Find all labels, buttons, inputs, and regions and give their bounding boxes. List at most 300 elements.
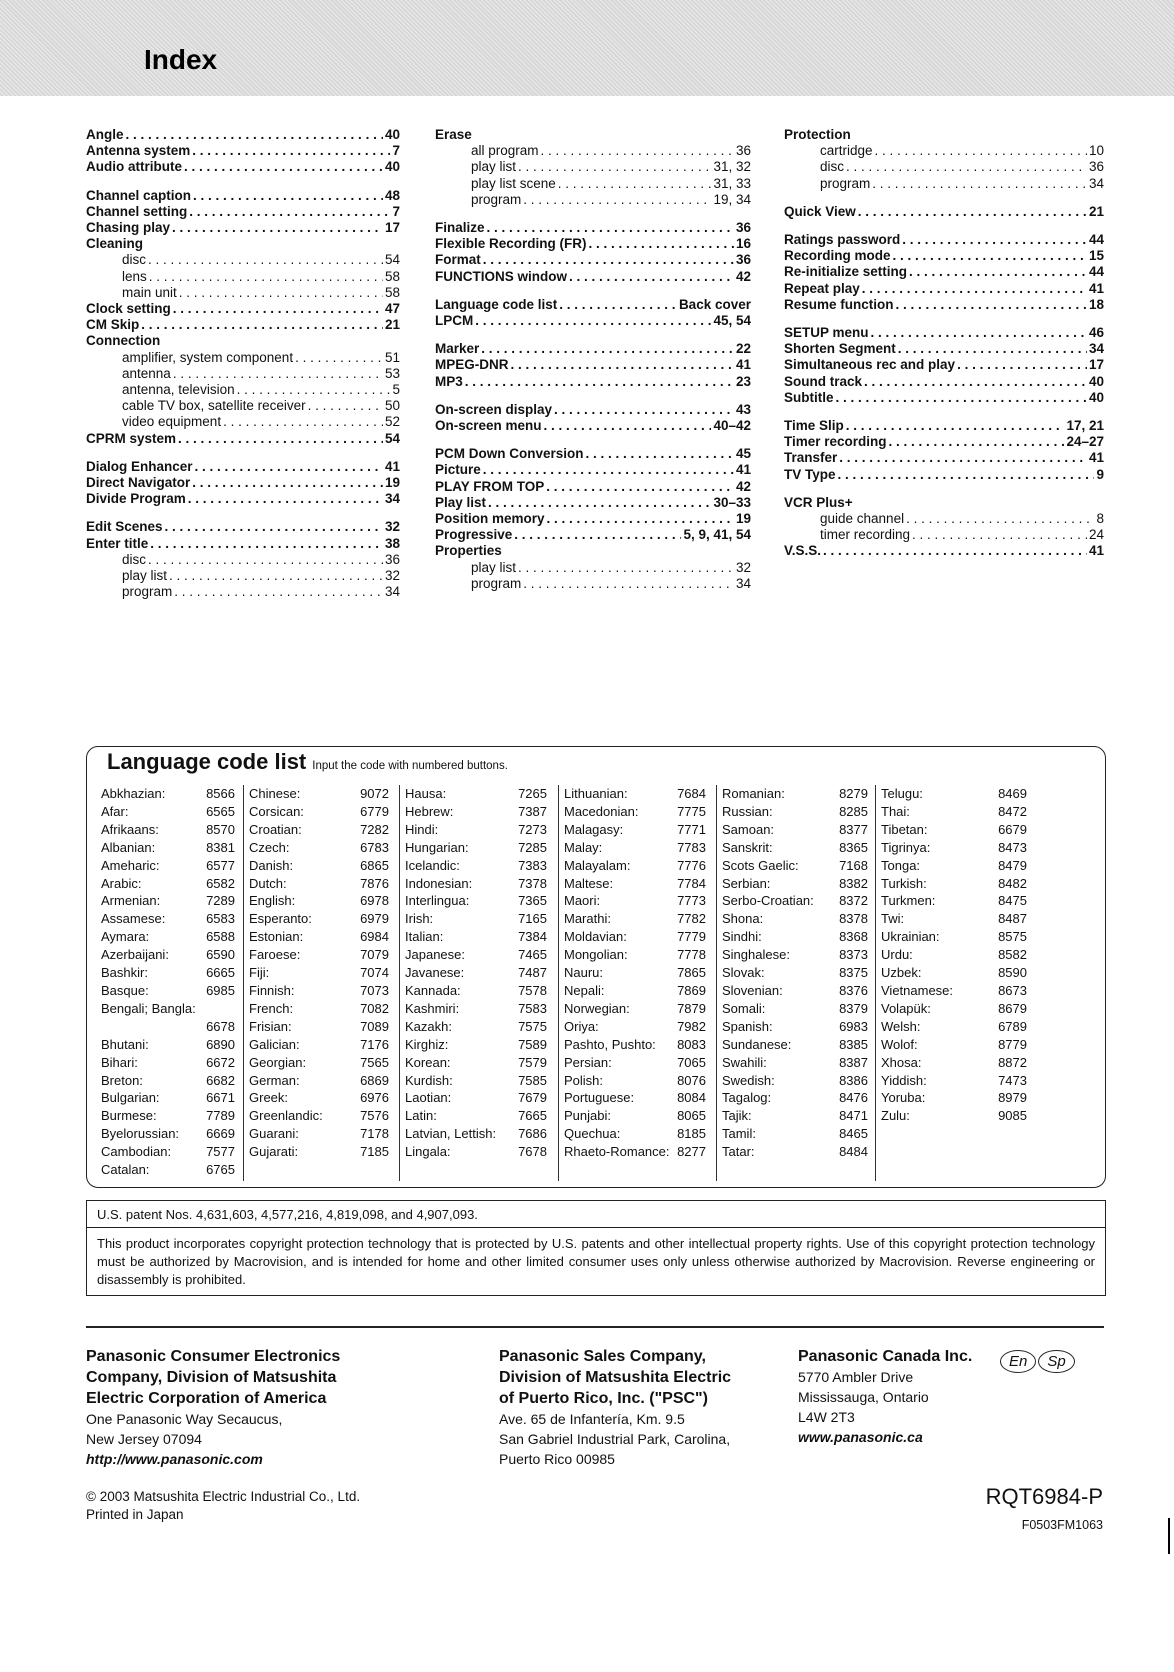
language-name: Hungarian:	[405, 839, 469, 855]
language-row	[881, 1036, 1027, 1054]
index-entry-page: 34	[735, 575, 751, 591]
company-us-url[interactable]: http://www.panasonic.com	[86, 1451, 263, 1467]
language-row	[405, 1072, 547, 1090]
language-name: Macedonian:	[564, 803, 639, 819]
language-code: 7771	[677, 821, 706, 837]
index-leader-dots	[148, 252, 383, 268]
language-column-separator	[875, 785, 876, 1181]
language-row	[881, 839, 1027, 857]
language-name: Tatar:	[722, 1144, 755, 1160]
language-name: Nepali:	[564, 982, 605, 998]
language-name: Italian:	[405, 929, 444, 945]
company-us-name-2: Company, Division of Matsushita	[86, 1369, 337, 1386]
company-us	[86, 1346, 456, 1469]
index-entry	[86, 491, 400, 507]
language-row	[249, 1000, 389, 1018]
language-code: 7779	[677, 929, 706, 945]
index-entry-page: 16	[735, 236, 751, 252]
company-ca-name: Panasonic Canada Inc.	[798, 1348, 973, 1365]
language-code: 7576	[360, 1108, 389, 1124]
index-leader-dots	[188, 491, 383, 507]
language-row	[564, 982, 706, 1000]
index-entry-label: Edit Scenes	[86, 519, 163, 535]
index-leader-dots	[546, 479, 734, 495]
language-name: Kashmiri:	[405, 1000, 460, 1016]
index-entry-label: disc	[122, 252, 147, 268]
language-code: 7865	[677, 965, 706, 981]
index-entry-label: play list	[122, 568, 168, 584]
language-name: Sundanese:	[722, 1036, 792, 1052]
language-name: Armenian:	[101, 893, 161, 909]
language-code: 7773	[677, 893, 706, 909]
language-code: 7185	[360, 1144, 389, 1160]
index-entry	[435, 527, 751, 543]
language-code: 8570	[206, 821, 235, 837]
language-row	[881, 1018, 1027, 1036]
index-entry-page: 36	[1088, 159, 1104, 175]
language-code: 8487	[998, 911, 1027, 927]
language-name: Maori:	[564, 893, 601, 909]
index-leader-dots	[541, 143, 734, 159]
index-spacer	[86, 447, 400, 459]
index-leader-dots	[875, 143, 1087, 159]
index-entry-page: 7	[392, 143, 400, 159]
index-leader-dots	[518, 560, 734, 576]
index-heading: Properties	[435, 543, 502, 559]
index-spacer	[435, 285, 751, 297]
language-row	[249, 803, 389, 821]
index-entry-label: Shorten Segment	[784, 341, 896, 357]
index-entry	[435, 313, 751, 329]
index-entry-label: disc	[122, 551, 147, 567]
language-row	[722, 982, 868, 1000]
index-leader-dots	[487, 220, 734, 236]
index-subentry	[435, 159, 751, 175]
language-code: 6779	[360, 803, 389, 819]
index-leader-dots	[893, 248, 1087, 264]
index-leader-dots	[559, 297, 677, 313]
language-name: Rhaeto-Romance:	[564, 1144, 670, 1160]
index-entry-page: 23	[735, 373, 751, 389]
index-leader-dots	[465, 374, 734, 390]
language-code: 7273	[518, 821, 547, 837]
language-row	[101, 1125, 235, 1143]
index-entry-page: 42	[735, 478, 751, 494]
index-entry-label: On-screen menu	[435, 418, 542, 434]
index-heading: Erase	[435, 127, 472, 142]
language-code: 7384	[518, 929, 547, 945]
index-entry-label: Sound track	[784, 373, 863, 389]
index-leader-dots	[554, 402, 734, 418]
language-row	[101, 821, 235, 839]
index-entry	[435, 297, 751, 313]
language-row	[101, 1036, 235, 1054]
language-row	[881, 1000, 1027, 1018]
index-entry-page: 40	[384, 159, 400, 175]
language-code: 7776	[677, 857, 706, 873]
language-name: Kirghiz:	[405, 1036, 449, 1052]
index-entry-label: Resume function	[784, 296, 894, 312]
language-code: 8387	[839, 1054, 868, 1070]
index-subentry	[435, 192, 751, 208]
index-entry-page: 41	[735, 357, 751, 373]
language-code: 7579	[518, 1054, 547, 1070]
language-code: 8465	[839, 1126, 868, 1142]
index-entry-page: 52	[384, 414, 400, 430]
index-entry-page: 44	[1088, 232, 1104, 248]
company-ca-address-3: L4W 2T3	[798, 1409, 855, 1425]
index-leader-dots	[173, 301, 383, 317]
language-code: 6765	[206, 1162, 235, 1178]
index-leader-dots	[126, 127, 383, 143]
index-entry-label: Angle	[86, 127, 124, 142]
language-name: Sindhi:	[722, 929, 762, 945]
language-code: 7168	[839, 857, 868, 873]
language-row	[249, 964, 389, 982]
index-leader-dots	[483, 462, 734, 478]
language-row	[564, 839, 706, 857]
index-leader-dots	[174, 584, 383, 600]
index-spacer	[784, 406, 1104, 418]
language-name: German:	[249, 1072, 300, 1088]
language-row	[881, 785, 1027, 803]
index-entry-label: Clock setting	[86, 301, 171, 317]
language-row	[101, 875, 235, 893]
language-row	[564, 964, 706, 982]
language-name: Javanese:	[405, 965, 465, 981]
language-row	[249, 1036, 389, 1054]
index-entry	[784, 374, 1104, 390]
index-leader-dots	[514, 527, 681, 543]
index-entry-page: 19	[384, 475, 400, 491]
language-name: Scots Gaelic:	[722, 857, 799, 873]
index-entry	[784, 418, 1104, 434]
index-entry	[784, 297, 1104, 313]
index-entry	[784, 434, 1104, 450]
company-pr-address-1: Ave. 65 de Infantería, Km. 9.5	[499, 1411, 685, 1427]
index-entry-page: 32	[384, 568, 400, 584]
language-code: 6679	[998, 821, 1027, 837]
index-leader-dots	[178, 431, 383, 447]
language-row	[722, 875, 868, 893]
language-row	[881, 982, 1027, 1000]
language-row	[249, 1107, 389, 1125]
language-row	[722, 910, 868, 928]
language-row	[249, 785, 389, 803]
language-row	[881, 875, 1027, 893]
index-entry-page: 34	[384, 584, 400, 600]
index-entry	[784, 232, 1104, 248]
language-name: Tigrinya:	[881, 839, 931, 855]
company-pr-name-3: of Puerto Rico, Inc. ("PSC")	[499, 1390, 708, 1407]
index-entry-label: Antenna system	[86, 143, 191, 159]
language-name: Interlingua:	[405, 893, 470, 909]
page-title: Index	[144, 44, 218, 75]
index-entry-page: 17, 21	[1066, 418, 1104, 434]
language-code: 6678	[206, 1018, 235, 1034]
index-entry	[435, 357, 751, 373]
index-entry-label: Picture	[435, 462, 481, 478]
language-name: Slovenian:	[722, 982, 783, 998]
language-code: 6978	[360, 893, 389, 909]
index-entry-label: Direct Navigator	[86, 475, 191, 491]
index-entry	[784, 467, 1104, 483]
language-code: 6865	[360, 857, 389, 873]
index-entry-label: Ratings password	[784, 232, 901, 248]
index-entry	[784, 390, 1104, 406]
language-name: Portuguese:	[564, 1090, 635, 1106]
language-row	[564, 1143, 706, 1161]
language-name: Samoan:	[722, 821, 775, 837]
index-entry-page: 38	[384, 535, 400, 551]
language-row	[249, 821, 389, 839]
language-code: 7073	[360, 982, 389, 998]
index-entry-label: V.S.S.	[784, 543, 822, 559]
index-entry-page: 21	[384, 317, 400, 333]
language-name: Polish:	[564, 1072, 604, 1088]
language-name: Aymara:	[101, 929, 150, 945]
index-entry-label: play list scene	[471, 175, 556, 191]
company-ca-url[interactable]: www.panasonic.ca	[798, 1429, 923, 1445]
index-entry-label: antenna	[122, 365, 171, 381]
language-code: 8575	[998, 929, 1027, 945]
index-entry	[86, 188, 400, 204]
language-row	[564, 1089, 706, 1107]
language-name: Latin:	[405, 1108, 437, 1124]
index-spacer	[435, 208, 751, 220]
language-name: Wolof:	[881, 1036, 918, 1052]
index-entry-label: Channel caption	[86, 187, 192, 203]
language-row	[405, 1018, 547, 1036]
index-entry	[784, 248, 1104, 264]
index-entry	[784, 325, 1104, 341]
index-entry	[435, 374, 751, 390]
index-entry-label: program	[820, 175, 871, 191]
language-name: Korean:	[405, 1054, 451, 1070]
index-entry-label: Play list	[435, 494, 487, 510]
language-code: 9085	[998, 1108, 1027, 1124]
language-name: Serbian:	[722, 875, 771, 891]
index-entry	[435, 236, 751, 252]
language-code: 7585	[518, 1072, 547, 1088]
index-entry-label: play list	[471, 559, 517, 575]
language-code: 7065	[677, 1054, 706, 1070]
language-row	[564, 1125, 706, 1143]
language-code: 6783	[360, 839, 389, 855]
copyright-protection-notice: This product incorporates copyright protection technology that is protected by U.S. patents and other intellectual property rights. Use of this copyright protection technology must be authorized by Macrovision, and is intended for home and other limited consumer uses only unless otherwise authorized by Macrovision. Reverse engineering or disassembly is prohibited.	[97, 1236, 1095, 1287]
language-row	[564, 1018, 706, 1036]
index-subentry	[784, 176, 1104, 192]
index-entry-label: Format	[435, 252, 481, 268]
index-entry-page: 41	[1088, 543, 1104, 559]
language-code: 7575	[518, 1018, 547, 1034]
index-entry-page: 19	[735, 511, 751, 527]
language-name: Tagalog:	[722, 1090, 772, 1106]
company-us-address-2: New Jersey 07094	[86, 1431, 202, 1447]
index-subentry	[86, 382, 400, 398]
index-entry-page: 46	[1088, 325, 1104, 341]
language-row	[722, 1125, 868, 1143]
language-code: 8872	[998, 1054, 1027, 1070]
language-name: Bengali; Bangla:	[101, 1000, 196, 1016]
index-spacer	[784, 483, 1104, 495]
index-subentry	[86, 252, 400, 268]
index-entry-label: amplifier, system component	[122, 349, 294, 365]
document-code: F0503FM1063	[1021, 1518, 1103, 1532]
language-row	[881, 1107, 1027, 1125]
index-entry-page: 22	[735, 341, 751, 357]
index-leader-dots	[906, 511, 1094, 527]
language-code: 7285	[518, 839, 547, 855]
index-entry-label: Enter title	[86, 535, 149, 551]
language-name: Danish:	[249, 857, 294, 873]
index-entry-label: Quick View	[784, 203, 856, 219]
language-name: Icelandic:	[405, 857, 460, 873]
index-subentry	[435, 576, 751, 592]
index-entry-label: CPRM system	[86, 430, 177, 446]
index-entry	[86, 127, 400, 143]
index-entry-page: 48	[384, 187, 400, 203]
language-row	[564, 892, 706, 910]
index-entry-page: 17	[1088, 357, 1104, 373]
language-code: 7577	[206, 1144, 235, 1160]
language-row	[881, 892, 1027, 910]
language-name: Turkish:	[881, 875, 927, 891]
language-code: 7165	[518, 911, 547, 927]
language-code: 6672	[206, 1054, 235, 1070]
index-entry-label: PLAY FROM TOP	[435, 478, 545, 494]
language-code: 8566	[206, 786, 235, 801]
index-subentry	[784, 143, 1104, 159]
language-name: Guarani:	[249, 1126, 299, 1142]
index-entry-label: SETUP menu	[784, 325, 869, 341]
index-entry-label: Finalize	[435, 220, 485, 236]
language-name: Swahili:	[722, 1054, 767, 1070]
language-row	[564, 1072, 706, 1090]
language-code: 8279	[839, 786, 868, 801]
index-entry-label: Timer recording	[784, 434, 887, 450]
index-leader-dots	[141, 317, 383, 333]
index-heading: Connection	[86, 333, 161, 349]
index-entry-page: 34	[1088, 175, 1104, 191]
index-leader-dots	[488, 495, 711, 511]
language-name: Ameharic:	[101, 857, 160, 873]
index-subentry	[784, 159, 1104, 175]
index-entry-label: lens	[122, 268, 147, 284]
language-column-separator	[243, 785, 244, 1181]
language-code: 7074	[360, 965, 389, 981]
index-entry-label: disc	[820, 159, 845, 175]
index-entry-label: Transfer	[784, 450, 838, 466]
index-leader-dots	[295, 350, 383, 366]
index-entry	[435, 418, 751, 434]
language-name: Persian:	[564, 1054, 612, 1070]
language-row	[405, 785, 547, 803]
index-entry-label: Audio attribute	[86, 159, 182, 175]
language-name: Yoruba:	[881, 1090, 926, 1106]
language-code: 7089	[360, 1018, 389, 1034]
language-name: Byelorussian:	[101, 1126, 180, 1142]
language-row	[722, 803, 868, 821]
index-subentry	[86, 285, 400, 301]
index-entry-page: 50	[384, 398, 400, 414]
language-name: Turkmen:	[881, 893, 936, 909]
index-subentry	[435, 176, 751, 192]
index-entry-label: Channel setting	[86, 203, 188, 219]
language-name: Finnish:	[249, 982, 295, 998]
index-subentry	[86, 414, 400, 430]
index-entry-label: program	[471, 575, 522, 591]
language-row	[722, 857, 868, 875]
language-name: Somali:	[722, 1000, 766, 1016]
company-us-name-3: Electric Corporation of America	[86, 1390, 327, 1407]
language-code: 8590	[998, 965, 1027, 981]
index-leader-dots	[523, 192, 711, 208]
language-name: Albanian:	[101, 839, 156, 855]
language-row	[722, 1143, 868, 1161]
language-name: Tajik:	[722, 1108, 752, 1124]
language-code: 8365	[839, 839, 868, 855]
index-entry-label: Chasing play	[86, 220, 171, 236]
index-entry-page: 19, 34	[713, 191, 751, 207]
language-code: 6976	[360, 1090, 389, 1106]
index-leader-dots	[862, 281, 1087, 297]
language-name: Pashto, Pushto:	[564, 1036, 656, 1052]
index-leader-dots	[148, 552, 383, 568]
language-row	[564, 910, 706, 928]
index-column-3	[784, 127, 1104, 560]
language-row	[881, 1054, 1027, 1072]
index-subentry	[86, 350, 400, 366]
language-row	[101, 964, 235, 982]
index-entry-page: 34	[384, 491, 400, 507]
index-entry-page: 7	[392, 203, 400, 219]
index-leader-dots	[165, 519, 383, 535]
index-entry-page: 5, 9, 41, 54	[683, 527, 751, 543]
index-entry-label: all program	[471, 143, 539, 159]
language-row	[405, 892, 547, 910]
language-code: 7289	[206, 893, 235, 909]
language-code: 8473	[998, 839, 1027, 855]
index-entry-label: program	[122, 584, 173, 600]
index-spacer	[784, 313, 1104, 325]
language-row	[405, 928, 547, 946]
index-entry-page: 41	[735, 462, 751, 478]
index-entry-page: 36	[735, 143, 751, 159]
edge-mark	[1168, 1518, 1170, 1554]
index-leader-dots	[308, 398, 383, 414]
language-code: 7665	[518, 1108, 547, 1124]
language-code: 6565	[206, 803, 235, 819]
language-code: 7783	[677, 839, 706, 855]
language-name: Estonian:	[249, 929, 304, 945]
language-code: 6682	[206, 1072, 235, 1088]
language-row	[564, 803, 706, 821]
language-code: 8376	[839, 982, 868, 998]
language-name: Bihari:	[101, 1054, 138, 1070]
index-entry-page: 41	[384, 458, 400, 474]
index-entry	[784, 357, 1104, 373]
language-row	[101, 785, 235, 803]
index-leader-dots	[223, 414, 383, 430]
index-entry-page: 40	[1088, 389, 1104, 405]
index-entry-page: 36	[735, 252, 751, 268]
index-entry	[86, 159, 400, 175]
language-row	[564, 928, 706, 946]
index-entry-label: Recording mode	[784, 248, 891, 264]
language-code: 7082	[360, 1000, 389, 1016]
index-leader-dots	[898, 341, 1087, 357]
